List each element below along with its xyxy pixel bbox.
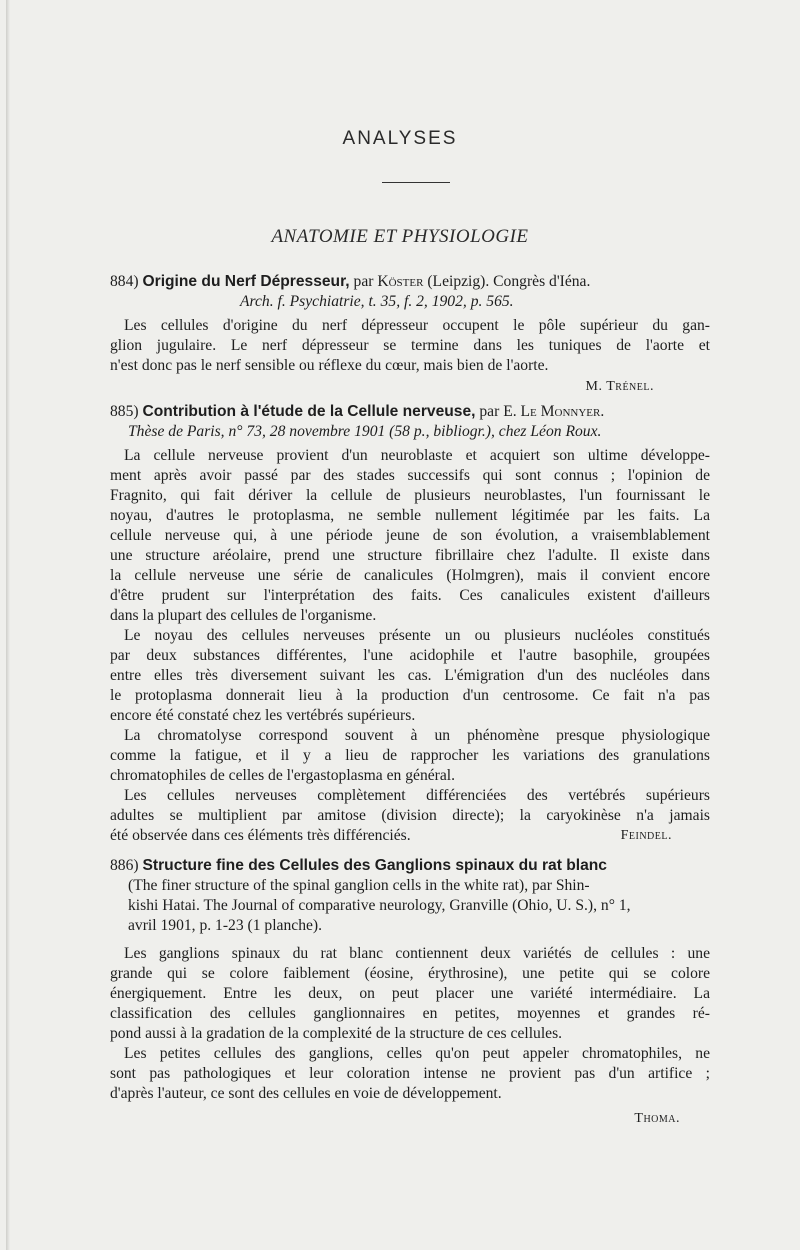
body-line: le protoplasma donnerait lieu à la production d'un centrosome. Ce fait n'a pas bbox=[110, 687, 710, 704]
body-line: Les petites cellules des ganglions, celles qu'on peut appeler chromatophiles, ne bbox=[124, 1045, 710, 1062]
entry-signature: Thoma. bbox=[634, 1111, 680, 1126]
body-line: Le noyau des cellules nerveuses présente un ou plusieurs nucléoles constitués bbox=[124, 627, 710, 644]
entry-reference: Thèse de Paris, n° 73, 28 novembre 1901 (58 p., bibliogr.), chez Léon Roux. bbox=[128, 423, 602, 440]
entry-heading: 886) Structure fine des Cellules des Ganglions spinaux du rat blanc bbox=[110, 857, 607, 874]
body-line: La cellule nerveuse provient d'un neuroblaste et acquiert son ultime développe- bbox=[124, 447, 710, 464]
body-line: grande qui se colore faiblement (éosine, érythrosine), une petite qui se colore bbox=[110, 965, 710, 982]
body-line: entre elles très diversement suivant les cas. L'émigration d'un des nucléoles dans bbox=[110, 667, 710, 684]
entry-signature: Feindel. bbox=[620, 828, 672, 843]
body-line: Les cellules nerveuses complètement différenciées des vertébrés supérieurs bbox=[124, 787, 710, 804]
running-head: ANALYSES bbox=[342, 128, 458, 149]
entry-heading: 884) Origine du Nerf Dépresseur, par Köster (Leipzig). Congrès d'Iéna. bbox=[110, 273, 591, 290]
body-line: cellule nerveuse qui, à une période jeune de son évolution, a vraisemblablement bbox=[110, 527, 710, 544]
body-line: ment après avoir passé par des stades successifs qui sont connus ; l'opinion de bbox=[110, 467, 710, 484]
body-line: par deux substances différentes, l'une acidophile et l'autre basophile, groupées bbox=[110, 647, 710, 664]
body-line: énergiquement. Entre les deux, on peut placer une variété intermédiaire. La bbox=[110, 985, 710, 1002]
entry-reference: Arch. f. Psychiatrie, t. 35, f. 2, 1902, p. 565. bbox=[240, 293, 514, 310]
entry-title: Structure fine des Cellules des Ganglions spinaux du rat blanc bbox=[142, 857, 607, 874]
header-rule bbox=[382, 182, 450, 183]
body-line: encore été constaté chez les vertébrés supérieurs. bbox=[110, 707, 416, 724]
body-line: La chromatolyse correspond souvent à un phénomène presque physiologique bbox=[124, 727, 710, 744]
body-line: sont pas pathologiques et leur coloration intense ne provient pas d'un artifice ; bbox=[110, 1065, 710, 1082]
entry-reference: avril 1901, p. 1-23 (1 planche). bbox=[128, 917, 323, 934]
entry-author: Le Monnyer. bbox=[520, 403, 605, 420]
body-line: Les cellules d'origine du nerf dépresseur occupent le pôle supérieur du gan- bbox=[124, 317, 710, 334]
entry-title: Origine du Nerf Dépresseur, bbox=[142, 273, 350, 290]
body-line: comme la fatigue, et il y a lieu de rapprocher les variations des granulations bbox=[110, 747, 710, 764]
body-line: d'après l'auteur, ce sont des cellules en voie de développement. bbox=[110, 1085, 502, 1102]
body-line: glion jugulaire. Le nerf dépresseur se termine dans les tuniques de l'aorte et bbox=[110, 337, 710, 354]
entry-reference: (The finer structure of the spinal ganglion cells in the white rat), par Shin- bbox=[128, 877, 590, 894]
entry-heading: 885) Contribution à l'étude de la Cellule nerveuse, par E. Le Monnyer. bbox=[110, 403, 605, 420]
body-line: été observée dans ces éléments très différenciés. bbox=[110, 827, 411, 844]
section-title: ANATOMIE ET PHYSIOLOGIE bbox=[271, 226, 529, 247]
body-line: noyau, d'autres le protoplasma, ne semble nullement légitimée par les faits. La bbox=[110, 507, 710, 524]
entry-author: Köster bbox=[377, 273, 424, 290]
entry-signature: M. Trénel. bbox=[585, 379, 654, 394]
body-line: dans la plupart des cellules de l'organisme. bbox=[110, 607, 377, 624]
body-line: n'est donc pas le nerf sensible ou réflexe du cœur, mais bien de l'aorte. bbox=[110, 357, 549, 374]
body-line: d'être prudent sur l'interprétation des faits. Ces canalicules existent d'ailleurs bbox=[110, 587, 710, 604]
body-line: Fragnito, qui fait dériver la cellule de plusieurs neuroblastes, l'un fournissant le bbox=[110, 487, 710, 504]
entry-reference: kishi Hatai. The Journal of comparative neurology, Granville (Ohio, U. S.), n° 1, bbox=[128, 897, 631, 914]
body-line: une structure aréolaire, prend une structure fibrillaire chez l'adulte. Il existe dans bbox=[110, 547, 710, 564]
body-line: classification des cellules ganglionnaires en petites, moyennes et grandes ré- bbox=[110, 1005, 710, 1022]
body-line-with-signature bbox=[110, 826, 710, 846]
entry-885 bbox=[110, 402, 710, 846]
body-line: Les ganglions spinaux du rat blanc contiennent deux variétés de cellules : une bbox=[124, 945, 710, 962]
body-line: pond aussi à la gradation de la complexité de la structure de ces cellules. bbox=[110, 1025, 563, 1042]
body-line: adultes se multiplient par amitose (division directe); la caryokinèse n'a jamais bbox=[110, 807, 710, 824]
body-line: la cellule nerveuse une série de canalicules (Holmgren), mais il convient encore bbox=[110, 567, 710, 584]
body-line: chromatophiles de celles de l'ergastoplasma en général. bbox=[110, 767, 456, 784]
entry-886 bbox=[110, 856, 710, 1132]
scan-edge-shadow bbox=[6, 0, 10, 1250]
entry-884 bbox=[110, 272, 710, 398]
entry-title: Contribution à l'étude de la Cellule nerveuse, bbox=[142, 403, 476, 420]
